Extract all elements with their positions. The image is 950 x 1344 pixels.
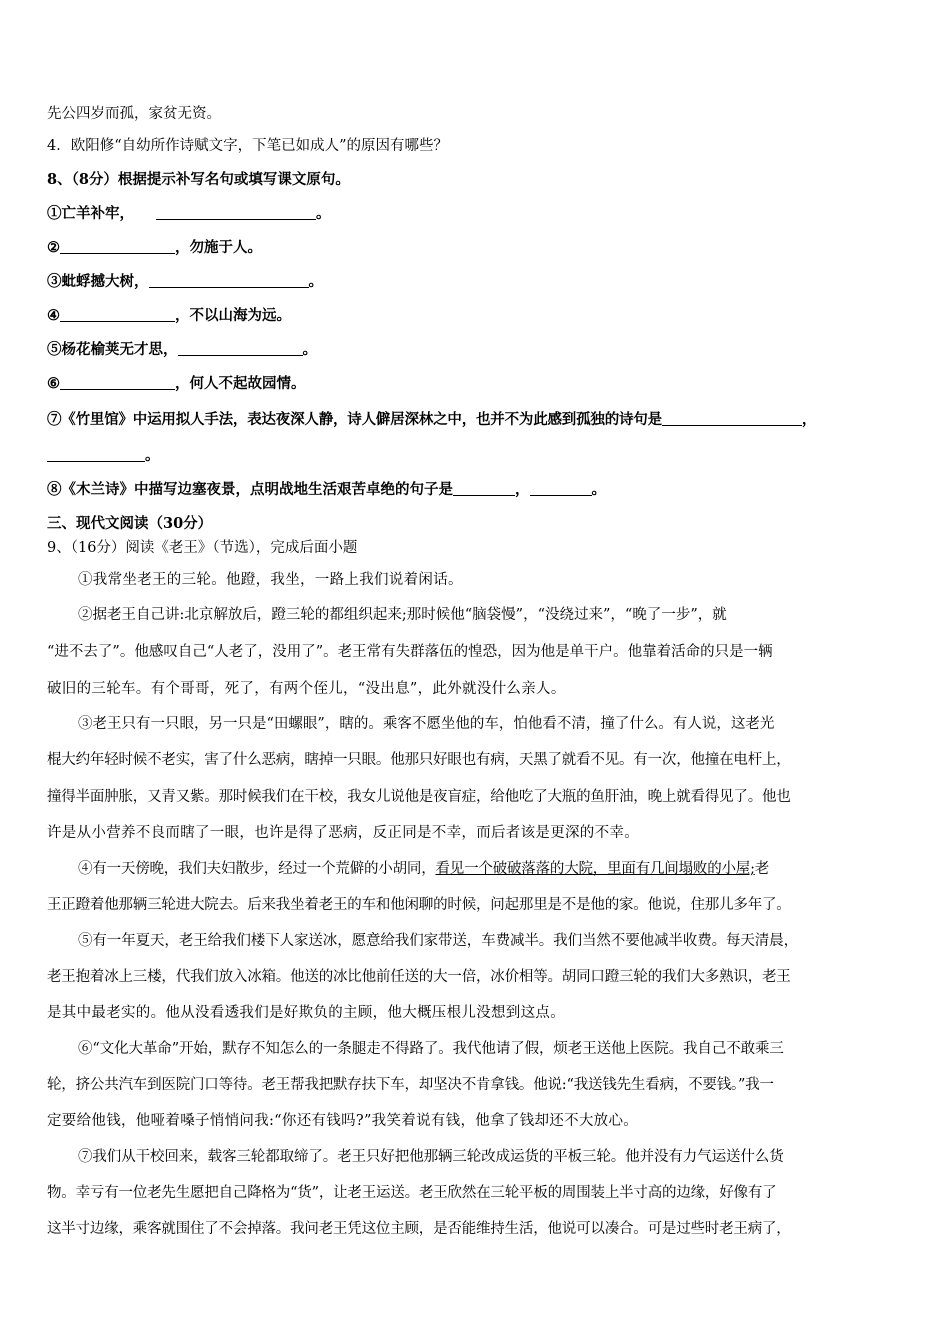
paragraph-2-line: “进不去了”。他感叹自己“人老了，没用了”。老王常有失群落伍的惶恐，因为他是单干户。他靠着活命的只是一辆 [47,644,773,660]
paragraph-3-line: 撞得半面肿胀，又青又紫。那时候我们在干校，我女儿说他是夜盲症，给他吃了大瓶的鱼肝油，晚上就看得见了。他也 [47,789,791,805]
fill-item-prefix: ② [47,239,60,256]
paragraph-3-line: 棍大约年轻时候不老实，害了什么恶病，瞎掉一只眼。他那只好眼也有病，天黑了就看不见。有一次，他撞在电杆上， [47,752,791,768]
answer-blank[interactable] [47,447,145,462]
paragraph-3-line: ③老王只有一只眼，另一只是“田螺眼”，瞎的。乘客不愿坐他的车，怕他看不清，撞了什么。有人说，这老光 [78,716,775,732]
fill-item-7-cont [47,446,915,466]
answer-blank[interactable] [60,375,175,390]
fill-item-suffix: 。 [591,481,606,498]
paragraph-1: ①我常坐老王的三轮。他蹬，我坐，一路上我们说着闲话。 [78,572,463,588]
fill-item-prefix: ③蚍蜉撼大树， [47,273,149,290]
fill-item-3 [47,272,915,292]
paragraph-6-line: ⑥“文化大革命”开始，默存不知怎么的一条腿走不得路了。我代他请了假，烦老王送他上医院。我自己不敢乘三 [78,1041,784,1057]
answer-blank[interactable] [453,481,515,496]
fill-item-comma: ， [801,411,817,428]
paragraph-6-line: 定要给他钱，他哑着嗓子悄悄问我:“你还有钱吗?”我笑着说有钱，他拿了钱却还不大放心。 [47,1113,639,1129]
fill-item-1 [47,204,915,224]
answer-blank[interactable] [156,205,316,220]
fill-item-prefix: ⑤杨花榆荚无才思， [47,341,178,358]
fill-item-suffix: 。 [308,273,323,290]
answer-blank[interactable] [178,341,303,356]
passage-text: ④有一天傍晚，我们夫妇散步，经过一个荒僻的小胡同， [78,861,436,877]
answer-blank[interactable] [60,239,175,254]
paragraph-4-line [78,859,915,879]
underlined-sentence: 看见一个破破落落的大院，里面有几间塌败的小屋; [435,861,755,877]
fill-item-prefix: ⑥ [47,375,60,392]
fill-item-suffix: ，不以山海为远。 [175,307,291,324]
paragraph-5-line: 是其中最老实的。他从没看透我们是好欺负的主顾，他大概压根儿没想到这点。 [47,1005,565,1021]
fill-item-5 [47,340,915,360]
question-9: 9、（16分）阅读《老王》（节选），完成后面小题 [47,540,358,556]
passage-text: 老 [754,861,770,877]
answer-blank[interactable] [662,411,802,426]
paragraph-5-line: ⑤有一年夏天，老王给我们楼下人家送冰，愿意给我们家带送，车费减半。我们当然不要他减半收费。每天清晨， [78,933,798,949]
answer-blank[interactable] [149,273,309,288]
paragraph-7-line: 物。幸亏有一位老先生愿把自己降格为“货”，让老王运送。老王欣然在三轮平板的周围装上半寸高的边缘，好像有了 [47,1185,777,1201]
fill-item-prefix: ⑦《竹里馆》中运用拟人手法，表达夜深人静，诗人僻居深林之中，也并不为此感到孤独的诗句是 [47,411,662,428]
answer-blank[interactable] [530,481,592,496]
fill-item-suffix: 。 [316,205,331,222]
fill-item-suffix: ，勿施于人。 [175,239,262,256]
fill-item-7 [47,410,915,430]
paragraph-2-line: ②据老王自己讲:北京解放后，蹬三轮的都组织起来;那时候他“脑袋慢”，“没绕过来”，“晚了一步”，就 [78,607,727,623]
fill-item-suffix: ，何人不起故园情。 [175,375,306,392]
fill-item-prefix: ①亡羊补牢， [47,205,134,222]
text-line: 先公四岁而孤，家贫无资。 [47,106,221,122]
question-4: 4．欧阳修“自幼所作诗赋文字，下笔已如成人”的原因有哪些？ [47,138,449,154]
paragraph-5-line: 老王抱着冰上三楼，代我们放入冰箱。他送的冰比他前任送的大一倍，冰价相等。胡同口蹬三轮的我们大多熟识，老王 [47,969,791,985]
fill-item-4 [47,306,915,326]
fill-item-prefix: ⑧《木兰诗》中描写边塞夜景，点明战地生活艰苦卓绝的句子是 [47,481,453,498]
paragraph-6-line: 轮，挤公共汽车到医院门口等待。老王帮我把默存扶下车，却坚决不肯拿钱。他说:“我送钱先生看病，不要钱。”我一 [47,1077,774,1093]
section-heading: 三、现代文阅读（30分） [47,515,213,532]
fill-item-8 [47,480,915,500]
fill-item-comma: ， [515,481,530,498]
fill-item-suffix: 。 [145,447,160,464]
answer-blank[interactable] [60,307,175,322]
paragraph-2-line: 破旧的三轮车。有个哥哥，死了，有两个侄儿，“没出息”，此外就没什么亲人。 [47,681,566,697]
fill-item-6 [47,374,915,394]
paragraph-3-line: 许是从小营养不良而瞎了一眼，也许是得了恶病，反正同是不幸，而后者该是更深的不幸。 [47,825,639,841]
paragraph-4-line: 王正蹬着他那辆三轮进大院去。后来我坐着老王的车和他闲聊的时候，问起那里是不是他的家。他说，住那儿多年了。 [47,897,791,913]
fill-item-2 [47,238,915,258]
fill-item-prefix: ④ [47,307,60,324]
fill-item-suffix: 。 [302,341,317,358]
paragraph-7-line: ⑦我们从干校回来，载客三轮都取缔了。老王只好把他那辆三轮改成运货的平板三轮。他并没有力气运送什么货 [78,1149,784,1165]
question-8-title: 8、（8分）根据提示补写名句或填写课文原句。 [47,171,350,188]
paragraph-7-line: 这半寸边缘，乘客就围住了不会掉落。我问老王凭这位主顾，是否能维持生活，他说可以凑合。可是过些时老王病了， [47,1221,791,1237]
